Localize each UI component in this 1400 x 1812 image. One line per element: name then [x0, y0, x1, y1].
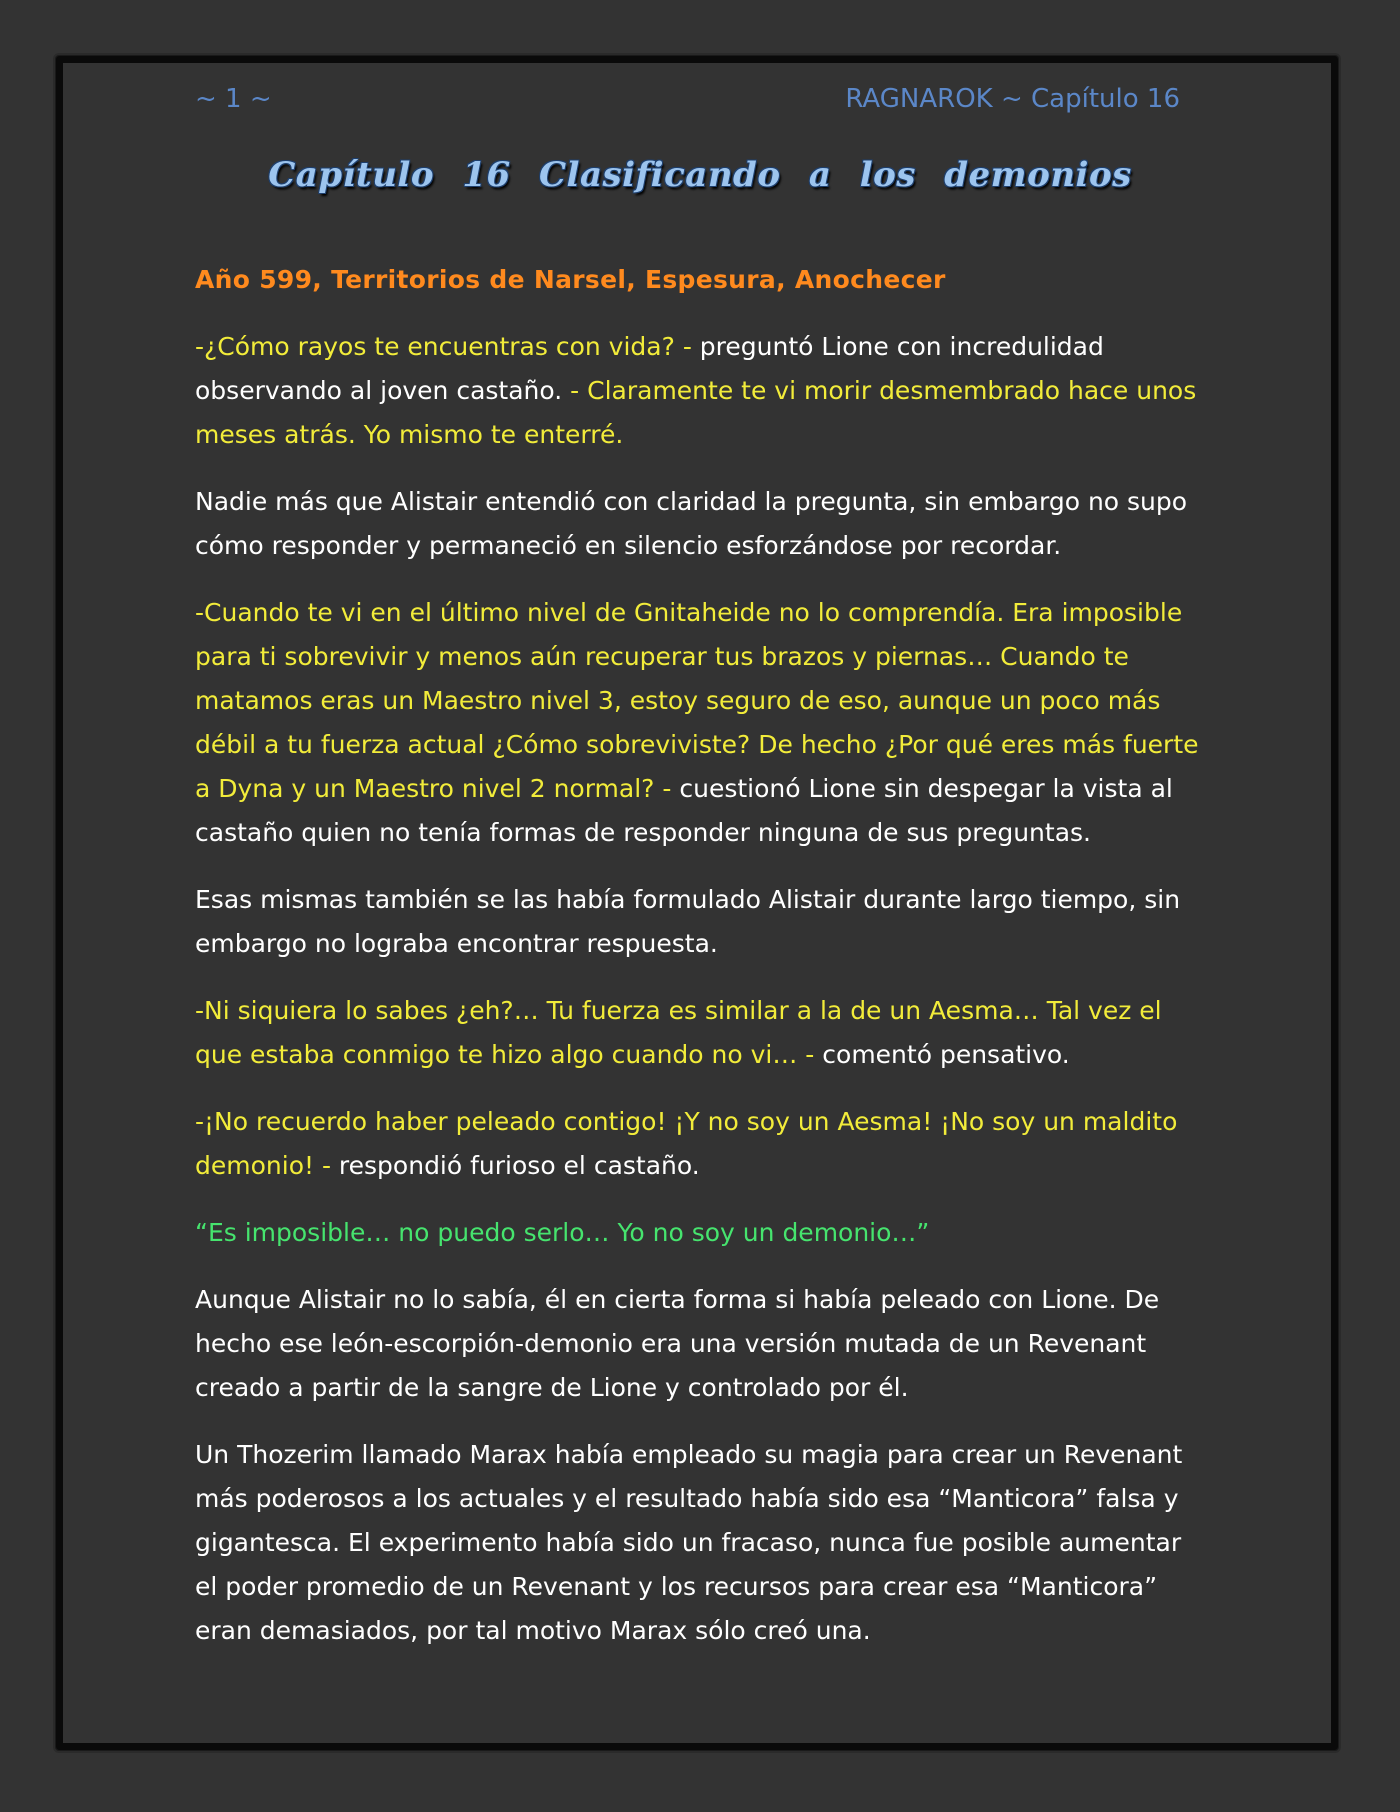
- paragraph: [195, 878, 1205, 966]
- dialogue-text: -Cuando te vi en el último nivel de Gnitaheide no lo comprendía. Era imposible para ti sobrevivir y menos aún recuperar tus brazos y piernas… Cuando te matamos eras un Maestro nivel 3, estoy seguro de eso, aunque un poco más débil a tu fuerza actual ¿Cómo sobreviviste? De hecho ¿Por qué eres más fuerte a Dyna y un Maestro nivel 2 normal? -: [195, 598, 1199, 803]
- narration-text: cuestionó Lione sin despegar la vista al castaño quien no tenía formas de responder ninguna de sus preguntas.: [195, 774, 1173, 847]
- running-title: RAGNAROK ~ Capítulo 16: [845, 84, 1180, 114]
- page-number: ~ 1 ~: [195, 84, 272, 114]
- page-body: [195, 258, 1205, 1676]
- paragraph: [195, 1100, 1205, 1188]
- paragraph: [195, 480, 1205, 568]
- dialogue-text: -¿Cómo rayos te encuentras con vida? -: [195, 332, 700, 361]
- narration-text: Esas mismas también se las había formulado Alistair durante largo tiempo, sin embargo no lograba encontrar respuesta.: [195, 885, 1181, 958]
- paragraph-list: [195, 325, 1205, 1653]
- paragraph: [195, 989, 1205, 1077]
- paragraph: [195, 1433, 1205, 1653]
- thought-text: “Es imposible… no puedo serlo… Yo no soy un demonio…”: [195, 1218, 930, 1247]
- paragraph: [195, 591, 1205, 855]
- narration-text: respondió furioso el castaño.: [338, 1151, 700, 1180]
- paragraph: [195, 1278, 1205, 1410]
- narration-text: Aunque Alistair no lo sabía, él en cierta forma si había peleado con Lione. De hecho ese león-escorpión-demonio era una versión mutada de un Revenant creado a partir de la sangre de Lione y controlado por él.: [195, 1285, 1160, 1402]
- paragraph: [195, 325, 1205, 457]
- dialogue-text: - Claramente te vi morir desmembrado hace unos meses atrás. Yo mismo te enterré.: [195, 376, 1197, 449]
- dialogue-text: -¡No recuerdo haber peleado contigo! ¡Y no soy un Aesma! ¡No soy un maldito demonio! -: [195, 1107, 1178, 1180]
- narration-text: Un Thozerim llamado Marax había empleado su magia para crear un Revenant más poderosos a los actuales y el resultado había sido esa “Manticora” falsa y gigantesca. El experimento había sido un fracaso, nunca fue posible aumentar el poder promedio de un Revenant y los recursos para crear esa “Manticora” eran demasiados, por tal motivo Marax sólo creó una.: [195, 1440, 1183, 1645]
- paragraph: [195, 1211, 1205, 1255]
- narration-text: comentó pensativo.: [822, 1040, 1070, 1069]
- narration-text: preguntó Lione con incredulidad observando al joven castaño.: [195, 332, 1104, 405]
- narration-text: Nadie más que Alistair entendió con claridad la pregunta, sin embargo no supo cómo responder y permaneció en silencio esforzándose por recordar.: [195, 487, 1188, 560]
- dialogue-text: -Ni siquiera lo sabes ¿eh?… Tu fuerza es similar a la de un Aesma… Tal vez el que estaba conmigo te hizo algo cuando no vi… -: [195, 996, 1162, 1069]
- chapter-title: Capítulo 16 Clasificando a los demonios: [268, 155, 1132, 195]
- scene-heading: Año 599, Territorios de Narsel, Espesura, Anochecer: [195, 265, 946, 294]
